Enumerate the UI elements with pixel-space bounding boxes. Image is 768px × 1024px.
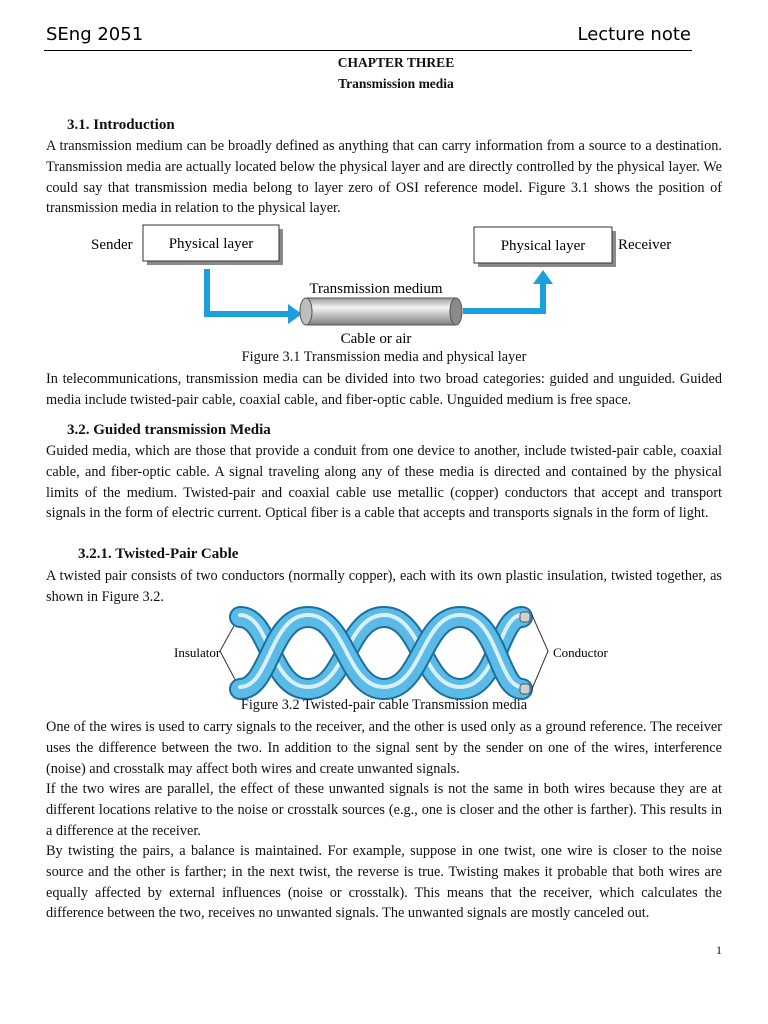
figure-3-2-twisted-pair (170, 605, 610, 701)
down-right-arrow (207, 269, 288, 314)
figure-3-1-diagram (80, 222, 700, 348)
conductor-bracket (532, 615, 548, 689)
cable-right-end (450, 298, 462, 325)
intro-paragraph: A transmission medium can be broadly defined as anything that can carry information from a source to a destination. Transmission media are actually located below the physical layer and are directly controlled by the physical layer. We could say that transmission media belong to layer zero of OSI reference model. Figure 3.1 shows the position of transmission media in relation to the physical layer. (46, 138, 722, 217)
conductor-label: Conductor (553, 645, 608, 660)
sender-physical-layer-label: Physical layer (168, 236, 254, 252)
receiver-physical-layer-label: Physical layer (500, 238, 586, 254)
conductor-bottom (520, 684, 530, 694)
cable-left-end (300, 298, 312, 325)
section-heading-3-1: 3.1. Introduction (67, 117, 175, 133)
insulator-label: Insulator (174, 645, 221, 660)
guided-media-paragraph: Guided media, which are those that provide a conduit from one device to another, include twisted-pair cable, coaxial cable, and fiber-optic cable. A signal traveling along any of these media is directed and contained by the physical limits of the medium. Twisted-pair and coaxial cable use metallic (copper) conductors that accept and transport signals in the form of electric current. Optical fiber is a cable that accepts and transports signals in the form of light. (46, 443, 722, 522)
page-number: 1 (716, 943, 722, 957)
right-up-arrowhead (533, 270, 553, 284)
course-code: SEng 2051 (46, 24, 144, 45)
figure-3-2-caption: Figure 3.2 Twisted-pair cable Transmission media (240, 697, 528, 713)
twisting-balance-paragraph: By twisting the pairs, a balance is maintained. For example, suppose in one twist, one wire is closer to the noise source and the other is farther; in the next twist, the reverse is true. Twisting makes it probable that both wires are equally affected by external influences (noise or crosstalk). This means that the receiver, which calculates the difference between the two, receives no unwanted signals. The unwanted signals are mostly canceled out. (46, 843, 722, 922)
cable-body (306, 298, 456, 325)
header-rule (44, 50, 692, 51)
document-type: Lecture note (577, 24, 691, 45)
sender-label: Sender (91, 237, 133, 253)
right-up-arrow (463, 284, 543, 311)
chapter-title: Transmission media (338, 76, 454, 91)
cable-or-air-label: Cable or air (340, 331, 412, 347)
conductor-top (520, 612, 530, 622)
twisted-pair-intro-paragraph: A twisted pair consists of two conductors (normally copper), each with its own plastic insulation, twisted together, as shown in Figure 3.2. (46, 568, 722, 605)
parallel-wires-paragraph: If the two wires are parallel, the effect of these unwanted signals is not the same in both wires because they are at different locations relative to the noise or crosstalk sources (e.g., one is closer and the other is farther). This results in a difference at the receiver. (46, 781, 722, 839)
chapter-number: CHAPTER THREE (337, 55, 455, 70)
receiver-label: Receiver (618, 237, 672, 253)
figure-3-1-caption: Figure 3.1 Transmission media and physical layer (241, 349, 527, 365)
section-heading-3-2: 3.2. Guided transmission Media (67, 422, 271, 438)
ground-reference-paragraph: One of the wires is used to carry signals to the receiver, and the other is used only as a ground reference. The receiver uses the difference between the two. In addition to the signal sent by the sender on one of the wires, interference (noise) and crosstalk may affect both wires and create unwanted signals. (46, 719, 722, 777)
section-heading-3-2-1: 3.2.1. Twisted-Pair Cable (78, 546, 239, 562)
categories-paragraph: In telecommunications, transmission media can be divided into two broad categories: guided and unguided. Guided media include twisted-pair cable, coaxial cable, and fiber-optic cable. Unguided medium is free space. (46, 371, 722, 408)
transmission-medium-label: Transmission medium (309, 281, 443, 297)
